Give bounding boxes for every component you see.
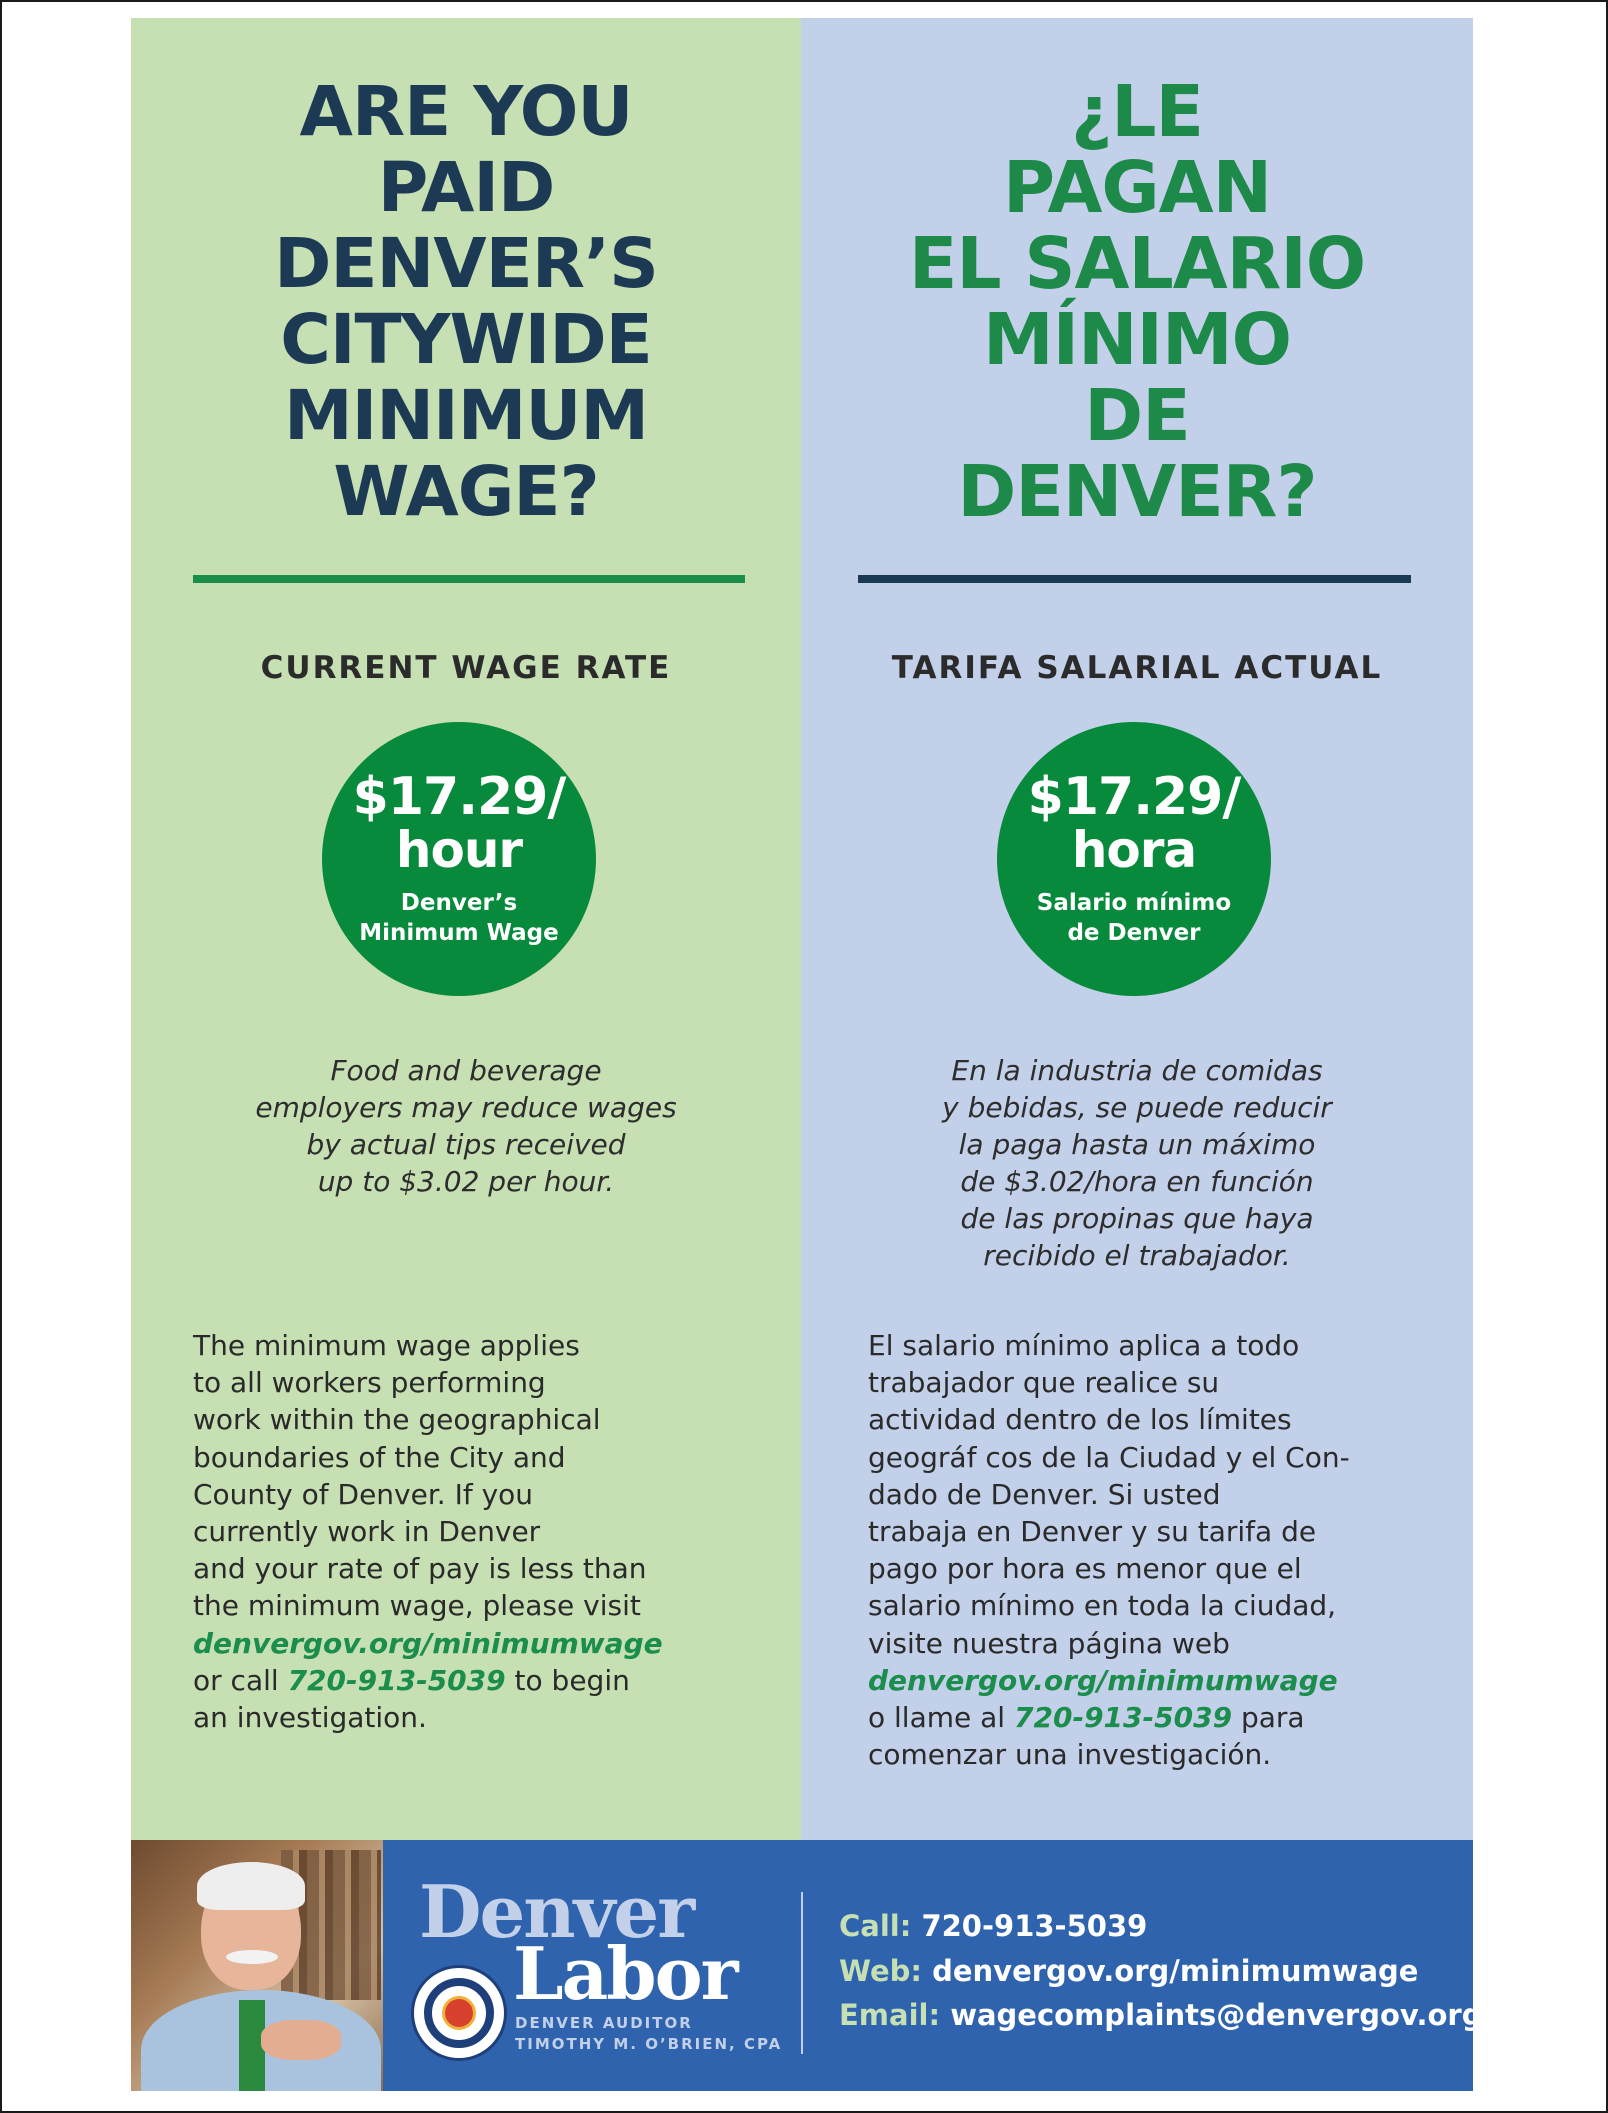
tips-line: En la industria de comidas [951, 1054, 1323, 1087]
body-line: to all workers performing [193, 1366, 546, 1400]
body-line: actividad dentro de los límites [868, 1403, 1292, 1437]
contact-phone[interactable]: 720-913-5039 [921, 1909, 1148, 1943]
contact-label: Call: [839, 1909, 912, 1943]
body-line [193, 1625, 781, 1662]
headline-line: MÍNIMO [983, 298, 1291, 381]
mustache-shape [226, 1950, 278, 1964]
auditor-name: TIMOTHY M. O’BRIEN, CPA [515, 2035, 783, 2053]
body-line: visite nuestra página web [868, 1626, 1230, 1660]
spanish-headline [801, 70, 1473, 533]
body-line: County of Denver. If you [193, 1477, 534, 1511]
body-line: currently work in Denver [193, 1515, 541, 1549]
tips-line: y bebidas, se puede reducir [942, 1091, 1332, 1124]
contact-website[interactable]: denvergov.org/minimumwage [932, 1954, 1419, 1988]
minimum-wage-link[interactable]: denvergov.org/minimumwage [193, 1626, 663, 1660]
call-prefix: o llame al [868, 1701, 1006, 1735]
tips-line: employers may reduce wages [255, 1091, 677, 1124]
wage-caption [322, 888, 596, 948]
body-line: The minimum wage applies [193, 1329, 580, 1362]
wage-caption-line: Minimum Wage [359, 920, 559, 946]
wage-caption [997, 888, 1271, 948]
body-line [868, 1699, 1463, 1736]
logo-denver-word: Denver [419, 1869, 694, 1954]
divider-rule [193, 575, 745, 583]
tips-line: recibido el trabajador. [983, 1239, 1291, 1272]
body-line: boundaries of the City and [193, 1440, 566, 1474]
wage-badge [322, 722, 596, 996]
headline-line: EL SALARIO [908, 222, 1366, 305]
wage-unit: hour [395, 821, 523, 879]
tips-line: by actual tips received [306, 1128, 626, 1161]
english-body [193, 1327, 781, 1736]
english-subhead: CURRENT WAGE RATE [260, 650, 672, 686]
tips-note [801, 1052, 1473, 1274]
logo-labor-word: Labor [513, 1931, 737, 2016]
call-suffix: to begin [514, 1663, 630, 1697]
phone-link[interactable]: 720-913-5039 [287, 1663, 506, 1697]
call-suffix: para [1240, 1701, 1305, 1735]
contact-call [839, 1904, 1147, 1948]
body-line: El salario mínimo aplica a todo [868, 1329, 1300, 1362]
wage-unit: hora [1071, 821, 1197, 879]
wage-rate: $17.29/ [1027, 767, 1241, 827]
body-line: pago por hora es menor que el [868, 1552, 1302, 1586]
minimum-wage-link[interactable]: denvergov.org/minimumwage [868, 1663, 1338, 1697]
body-line: work within the geographical [193, 1403, 601, 1437]
tips-line: la paga hasta un máximo [958, 1128, 1316, 1161]
body-line: geográf cos de la Ciudad y el Con- [868, 1440, 1350, 1474]
seal-core [442, 1996, 476, 2030]
english-panel [131, 18, 801, 1840]
auditor-title: DENVER AUDITOR [515, 2014, 693, 2032]
headline-line: WAGE? [333, 452, 599, 532]
headline-line: DENVER’S [274, 224, 658, 304]
contact-email [839, 1993, 1482, 2037]
tips-line: Food and beverage [330, 1054, 602, 1087]
headline-line: MINIMUM [283, 376, 649, 456]
body-line [193, 1662, 781, 1699]
headline-line: PAID [377, 148, 555, 228]
body-line: an investigation. [193, 1701, 427, 1735]
wage-caption-line: Denver’s [400, 890, 518, 916]
auditor-photo [131, 1840, 383, 2091]
tips-note [131, 1052, 801, 1200]
contact-label: Web: [839, 1954, 922, 1988]
contact-email-address[interactable]: wagecomplaints@denvergov.org [950, 1998, 1483, 2032]
headline-line: PAGAN [1002, 146, 1272, 229]
tips-line: de las propinas que haya [960, 1202, 1314, 1235]
headline-line: DENVER? [957, 450, 1317, 533]
auditor-seal-icon [411, 1965, 507, 2061]
body-line: comenzar una investigación. [868, 1738, 1272, 1772]
headline-line: ¿LE [1071, 70, 1203, 153]
wage-rate: $17.29/ [352, 767, 566, 827]
call-prefix: or call [193, 1663, 279, 1697]
wage-caption-line: de Denver [1067, 920, 1201, 946]
wage-badge [997, 722, 1271, 996]
spanish-panel [801, 18, 1473, 1840]
phone-link[interactable]: 720-913-5039 [1014, 1701, 1233, 1735]
contact-label: Email: [839, 1998, 941, 2032]
tips-line: up to $3.02 per hour. [317, 1165, 615, 1198]
body-line [868, 1662, 1463, 1699]
body-line: and your rate of pay is less than [193, 1552, 647, 1586]
body-line: the minimum wage, please visit [193, 1589, 641, 1623]
headline-line: DE [1084, 374, 1190, 457]
footer-divider [801, 1892, 803, 2054]
headline-line: ARE YOU [299, 72, 633, 152]
tips-line: de $3.02/hora en función [960, 1165, 1314, 1198]
body-line: dado de Denver. Si usted [868, 1477, 1221, 1511]
body-line: trabajador que realice su [868, 1366, 1220, 1400]
hair-shape [197, 1862, 305, 1910]
contact-web [839, 1949, 1418, 1993]
hand-shape [261, 2020, 341, 2060]
wage-caption-line: Salario mínimo [1036, 890, 1232, 916]
divider-rule [858, 575, 1411, 583]
spanish-subhead: TARIFA SALARIAL ACTUAL [891, 650, 1383, 686]
headline-line: CITYWIDE [280, 300, 652, 380]
footer-banner [131, 1840, 1483, 2091]
english-headline [131, 74, 801, 530]
body-line: salario mínimo en toda la ciudad, [868, 1589, 1337, 1623]
body-line: trabaja en Denver y su tarifa de [868, 1515, 1317, 1549]
spanish-body [868, 1327, 1463, 1773]
